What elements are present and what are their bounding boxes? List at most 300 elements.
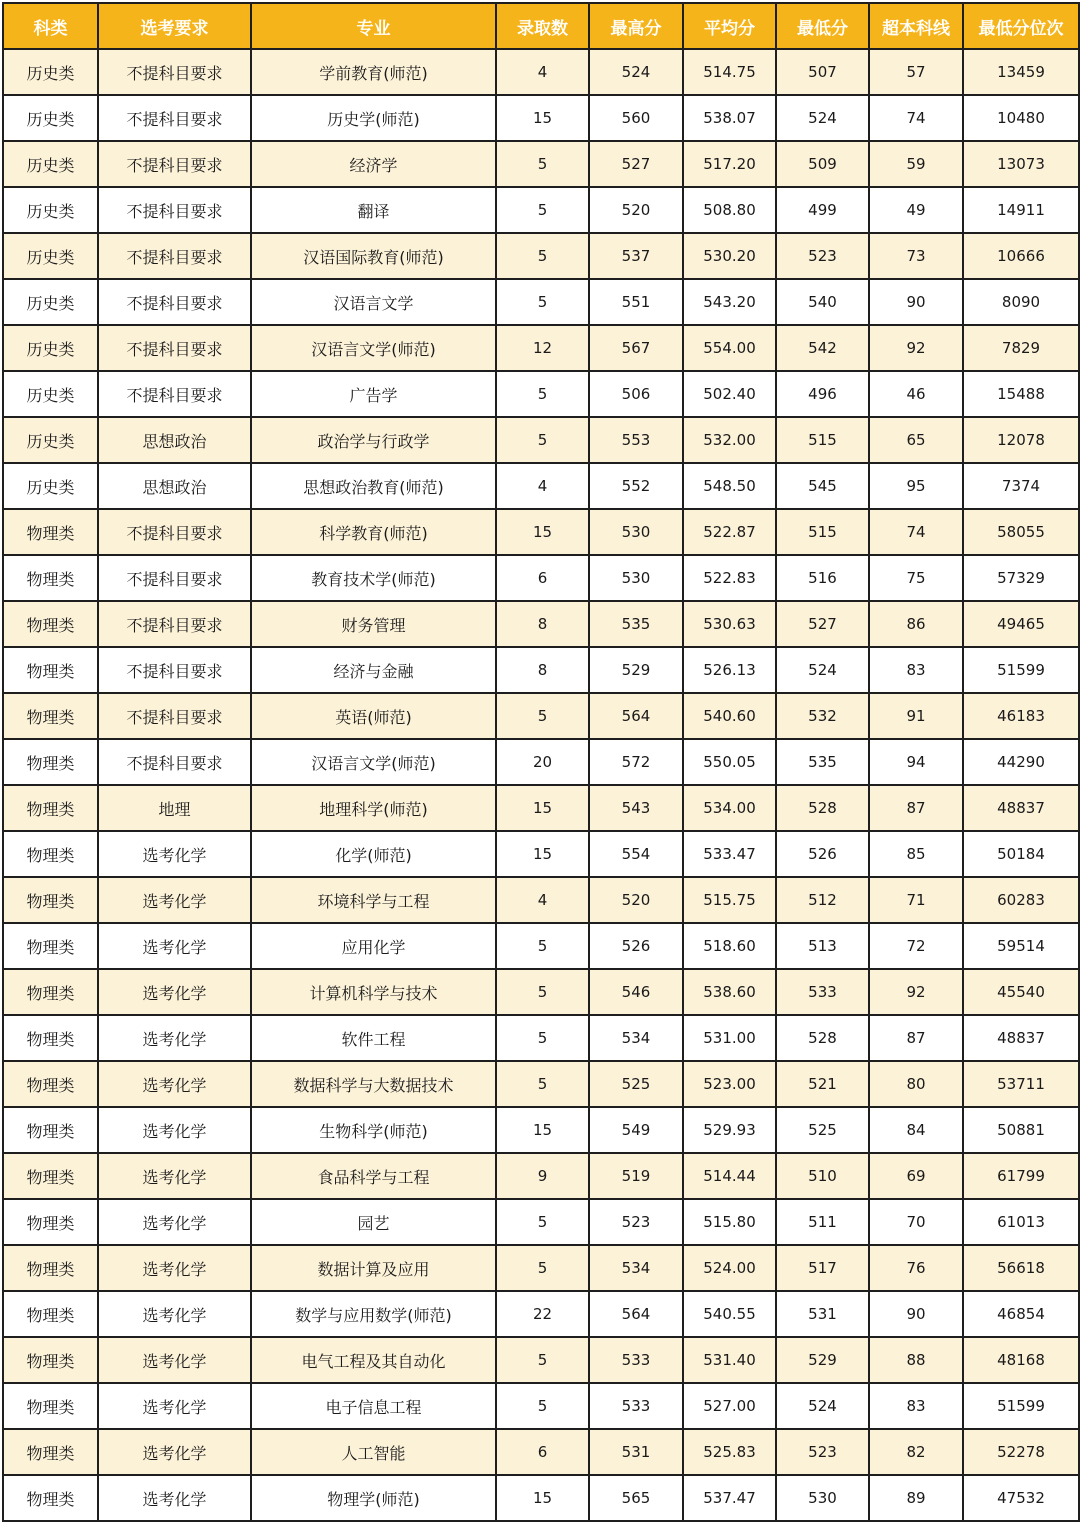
cell-subject-requirement: 选考化学 — [98, 831, 251, 877]
cell-subject-requirement: 选考化学 — [98, 1291, 251, 1337]
cell-average-score: 540.55 — [683, 1291, 776, 1337]
cell-above-line: 69 — [869, 1153, 963, 1199]
cell-above-line: 82 — [869, 1429, 963, 1475]
cell-highest-score: 554 — [589, 831, 683, 877]
cell-category: 物理类 — [3, 969, 98, 1015]
cell-subject-requirement: 选考化学 — [98, 877, 251, 923]
table-row — [3, 49, 1079, 95]
cell-category: 历史类 — [3, 141, 98, 187]
cell-category: 历史类 — [3, 463, 98, 509]
cell-highest-score: 525 — [589, 1061, 683, 1107]
cell-lowest-rank: 58055 — [963, 509, 1079, 555]
cell-highest-score: 519 — [589, 1153, 683, 1199]
cell-subject-requirement: 不提科目要求 — [98, 279, 251, 325]
cell-average-score: 517.20 — [683, 141, 776, 187]
cell-lowest-rank: 48837 — [963, 785, 1079, 831]
cell-average-score: 538.60 — [683, 969, 776, 1015]
cell-admitted-count: 5 — [496, 417, 589, 463]
cell-lowest-rank: 56618 — [963, 1245, 1079, 1291]
table-row — [3, 1153, 1079, 1199]
table-row — [3, 647, 1079, 693]
cell-category: 物理类 — [3, 1475, 98, 1521]
cell-admitted-count: 5 — [496, 1199, 589, 1245]
column-header-admitted-count: 录取数 — [496, 3, 589, 49]
cell-average-score: 526.13 — [683, 647, 776, 693]
cell-subject-requirement: 不提科目要求 — [98, 509, 251, 555]
column-header-above-line: 超本科线 — [869, 3, 963, 49]
cell-lowest-rank: 61013 — [963, 1199, 1079, 1245]
column-header-subject-requirement: 选考要求 — [98, 3, 251, 49]
cell-major: 生物科学(师范) — [251, 1107, 496, 1153]
cell-admitted-count: 5 — [496, 1337, 589, 1383]
cell-above-line: 92 — [869, 325, 963, 371]
cell-category: 物理类 — [3, 1337, 98, 1383]
cell-highest-score: 530 — [589, 555, 683, 601]
cell-subject-requirement: 选考化学 — [98, 1383, 251, 1429]
cell-major: 广告学 — [251, 371, 496, 417]
header-row — [3, 3, 1079, 49]
cell-highest-score: 520 — [589, 187, 683, 233]
admission-score-table — [2, 2, 1080, 1522]
cell-average-score: 529.93 — [683, 1107, 776, 1153]
cell-category: 历史类 — [3, 325, 98, 371]
cell-lowest-score: 545 — [776, 463, 869, 509]
cell-highest-score: 553 — [589, 417, 683, 463]
cell-highest-score: 552 — [589, 463, 683, 509]
table-row — [3, 187, 1079, 233]
cell-admitted-count: 8 — [496, 601, 589, 647]
cell-above-line: 74 — [869, 509, 963, 555]
cell-average-score: 537.47 — [683, 1475, 776, 1521]
cell-lowest-score: 515 — [776, 509, 869, 555]
cell-lowest-rank: 45540 — [963, 969, 1079, 1015]
column-header-lowest-score: 最低分 — [776, 3, 869, 49]
cell-average-score: 518.60 — [683, 923, 776, 969]
cell-lowest-rank: 14911 — [963, 187, 1079, 233]
cell-category: 物理类 — [3, 785, 98, 831]
cell-category: 历史类 — [3, 233, 98, 279]
cell-highest-score: 537 — [589, 233, 683, 279]
cell-admitted-count: 5 — [496, 279, 589, 325]
cell-lowest-score: 510 — [776, 1153, 869, 1199]
cell-lowest-rank: 47532 — [963, 1475, 1079, 1521]
cell-major: 化学(师范) — [251, 831, 496, 877]
cell-lowest-score: 496 — [776, 371, 869, 417]
cell-lowest-rank: 51599 — [963, 1383, 1079, 1429]
cell-above-line: 95 — [869, 463, 963, 509]
cell-admitted-count: 5 — [496, 1383, 589, 1429]
cell-highest-score: 560 — [589, 95, 683, 141]
cell-lowest-score: 521 — [776, 1061, 869, 1107]
cell-subject-requirement: 思想政治 — [98, 463, 251, 509]
cell-above-line: 87 — [869, 785, 963, 831]
cell-major: 教育技术学(师范) — [251, 555, 496, 601]
cell-highest-score: 523 — [589, 1199, 683, 1245]
cell-admitted-count: 15 — [496, 1475, 589, 1521]
cell-above-line: 65 — [869, 417, 963, 463]
cell-admitted-count: 6 — [496, 1429, 589, 1475]
cell-lowest-rank: 53711 — [963, 1061, 1079, 1107]
cell-category: 历史类 — [3, 417, 98, 463]
cell-lowest-rank: 46183 — [963, 693, 1079, 739]
cell-major: 物理学(师范) — [251, 1475, 496, 1521]
cell-lowest-rank: 15488 — [963, 371, 1079, 417]
cell-highest-score: 534 — [589, 1015, 683, 1061]
cell-highest-score: 535 — [589, 601, 683, 647]
cell-admitted-count: 5 — [496, 969, 589, 1015]
cell-subject-requirement: 不提科目要求 — [98, 647, 251, 693]
cell-lowest-rank: 57329 — [963, 555, 1079, 601]
cell-major: 汉语言文学(师范) — [251, 325, 496, 371]
cell-average-score: 522.87 — [683, 509, 776, 555]
cell-lowest-score: 523 — [776, 1429, 869, 1475]
cell-admitted-count: 4 — [496, 463, 589, 509]
cell-highest-score: 533 — [589, 1337, 683, 1383]
cell-admitted-count: 22 — [496, 1291, 589, 1337]
cell-admitted-count: 15 — [496, 785, 589, 831]
cell-above-line: 90 — [869, 279, 963, 325]
cell-admitted-count: 12 — [496, 325, 589, 371]
cell-admitted-count: 15 — [496, 95, 589, 141]
cell-major: 数据科学与大数据技术 — [251, 1061, 496, 1107]
cell-lowest-score: 542 — [776, 325, 869, 371]
cell-above-line: 73 — [869, 233, 963, 279]
cell-average-score: 532.00 — [683, 417, 776, 463]
cell-major: 电气工程及其自动化 — [251, 1337, 496, 1383]
table-row — [3, 1475, 1079, 1521]
cell-major: 汉语言文学 — [251, 279, 496, 325]
cell-subject-requirement: 不提科目要求 — [98, 601, 251, 647]
cell-lowest-score: 532 — [776, 693, 869, 739]
cell-lowest-score: 531 — [776, 1291, 869, 1337]
cell-category: 物理类 — [3, 647, 98, 693]
cell-major: 地理科学(师范) — [251, 785, 496, 831]
cell-lowest-score: 528 — [776, 1015, 869, 1061]
cell-admitted-count: 4 — [496, 49, 589, 95]
table-row — [3, 555, 1079, 601]
cell-admitted-count: 5 — [496, 1245, 589, 1291]
cell-highest-score: 524 — [589, 49, 683, 95]
cell-subject-requirement: 选考化学 — [98, 1429, 251, 1475]
cell-average-score: 515.80 — [683, 1199, 776, 1245]
cell-lowest-rank: 48168 — [963, 1337, 1079, 1383]
cell-average-score: 508.80 — [683, 187, 776, 233]
cell-average-score: 531.40 — [683, 1337, 776, 1383]
cell-major: 思想政治教育(师范) — [251, 463, 496, 509]
table-row — [3, 923, 1079, 969]
cell-average-score: 523.00 — [683, 1061, 776, 1107]
cell-average-score: 540.60 — [683, 693, 776, 739]
column-header-lowest-rank: 最低分位次 — [963, 3, 1079, 49]
table-row — [3, 95, 1079, 141]
cell-above-line: 84 — [869, 1107, 963, 1153]
cell-admitted-count: 15 — [496, 831, 589, 877]
cell-category: 历史类 — [3, 279, 98, 325]
cell-subject-requirement: 选考化学 — [98, 1107, 251, 1153]
cell-highest-score: 564 — [589, 1291, 683, 1337]
cell-highest-score: 526 — [589, 923, 683, 969]
cell-average-score: 531.00 — [683, 1015, 776, 1061]
cell-category: 物理类 — [3, 509, 98, 555]
cell-average-score: 534.00 — [683, 785, 776, 831]
cell-subject-requirement: 不提科目要求 — [98, 233, 251, 279]
cell-category: 物理类 — [3, 601, 98, 647]
cell-lowest-score: 524 — [776, 1383, 869, 1429]
cell-category: 物理类 — [3, 1383, 98, 1429]
cell-major: 政治学与行政学 — [251, 417, 496, 463]
cell-category: 物理类 — [3, 1429, 98, 1475]
cell-major: 应用化学 — [251, 923, 496, 969]
cell-lowest-score: 526 — [776, 831, 869, 877]
cell-highest-score: 565 — [589, 1475, 683, 1521]
cell-above-line: 80 — [869, 1061, 963, 1107]
cell-above-line: 83 — [869, 647, 963, 693]
cell-category: 物理类 — [3, 1107, 98, 1153]
table-row — [3, 785, 1079, 831]
cell-average-score: 522.83 — [683, 555, 776, 601]
cell-subject-requirement: 选考化学 — [98, 923, 251, 969]
cell-lowest-rank: 13459 — [963, 49, 1079, 95]
cell-highest-score: 549 — [589, 1107, 683, 1153]
cell-major: 历史学(师范) — [251, 95, 496, 141]
cell-lowest-rank: 49465 — [963, 601, 1079, 647]
cell-lowest-rank: 7374 — [963, 463, 1079, 509]
column-header-category: 科类 — [3, 3, 98, 49]
cell-category: 历史类 — [3, 371, 98, 417]
cell-lowest-score: 524 — [776, 647, 869, 693]
cell-category: 物理类 — [3, 1199, 98, 1245]
cell-highest-score: 530 — [589, 509, 683, 555]
cell-major: 翻译 — [251, 187, 496, 233]
cell-lowest-score: 535 — [776, 739, 869, 785]
table-body — [3, 49, 1079, 1521]
cell-lowest-rank: 50184 — [963, 831, 1079, 877]
table-row — [3, 1199, 1079, 1245]
table-row — [3, 1383, 1079, 1429]
cell-lowest-score: 528 — [776, 785, 869, 831]
cell-lowest-score: 530 — [776, 1475, 869, 1521]
cell-major: 人工智能 — [251, 1429, 496, 1475]
cell-subject-requirement: 不提科目要求 — [98, 49, 251, 95]
cell-category: 物理类 — [3, 693, 98, 739]
cell-average-score: 527.00 — [683, 1383, 776, 1429]
cell-admitted-count: 4 — [496, 877, 589, 923]
cell-average-score: 530.63 — [683, 601, 776, 647]
cell-category: 物理类 — [3, 923, 98, 969]
cell-lowest-score: 533 — [776, 969, 869, 1015]
table-row — [3, 141, 1079, 187]
cell-highest-score: 551 — [589, 279, 683, 325]
cell-highest-score: 546 — [589, 969, 683, 1015]
cell-highest-score: 529 — [589, 647, 683, 693]
cell-above-line: 75 — [869, 555, 963, 601]
cell-subject-requirement: 不提科目要求 — [98, 693, 251, 739]
table-row — [3, 279, 1079, 325]
cell-lowest-score: 511 — [776, 1199, 869, 1245]
cell-category: 历史类 — [3, 49, 98, 95]
cell-category: 物理类 — [3, 1153, 98, 1199]
cell-major: 汉语言文学(师范) — [251, 739, 496, 785]
cell-lowest-rank: 13073 — [963, 141, 1079, 187]
cell-admitted-count: 5 — [496, 371, 589, 417]
cell-category: 物理类 — [3, 1015, 98, 1061]
cell-subject-requirement: 选考化学 — [98, 1153, 251, 1199]
cell-above-line: 70 — [869, 1199, 963, 1245]
table-row — [3, 1061, 1079, 1107]
cell-admitted-count: 5 — [496, 233, 589, 279]
table-row — [3, 463, 1079, 509]
cell-major: 计算机科学与技术 — [251, 969, 496, 1015]
cell-lowest-score: 516 — [776, 555, 869, 601]
cell-subject-requirement: 不提科目要求 — [98, 141, 251, 187]
cell-average-score: 525.83 — [683, 1429, 776, 1475]
cell-admitted-count: 20 — [496, 739, 589, 785]
cell-average-score: 530.20 — [683, 233, 776, 279]
cell-subject-requirement: 思想政治 — [98, 417, 251, 463]
cell-lowest-rank: 10666 — [963, 233, 1079, 279]
cell-subject-requirement: 不提科目要求 — [98, 325, 251, 371]
cell-highest-score: 531 — [589, 1429, 683, 1475]
cell-average-score: 550.05 — [683, 739, 776, 785]
cell-lowest-rank: 61799 — [963, 1153, 1079, 1199]
cell-category: 历史类 — [3, 187, 98, 233]
cell-average-score: 548.50 — [683, 463, 776, 509]
cell-average-score: 515.75 — [683, 877, 776, 923]
cell-highest-score: 506 — [589, 371, 683, 417]
cell-subject-requirement: 选考化学 — [98, 1337, 251, 1383]
cell-subject-requirement: 不提科目要求 — [98, 371, 251, 417]
table-row — [3, 417, 1079, 463]
cell-lowest-rank: 12078 — [963, 417, 1079, 463]
cell-above-line: 83 — [869, 1383, 963, 1429]
cell-lowest-score: 540 — [776, 279, 869, 325]
cell-admitted-count: 5 — [496, 923, 589, 969]
table-row — [3, 1337, 1079, 1383]
cell-category: 历史类 — [3, 95, 98, 141]
column-header-highest-score: 最高分 — [589, 3, 683, 49]
cell-lowest-score: 527 — [776, 601, 869, 647]
cell-major: 园艺 — [251, 1199, 496, 1245]
cell-major: 经济学 — [251, 141, 496, 187]
cell-average-score: 502.40 — [683, 371, 776, 417]
table-row — [3, 877, 1079, 923]
table-row — [3, 1291, 1079, 1337]
cell-highest-score: 520 — [589, 877, 683, 923]
cell-major: 财务管理 — [251, 601, 496, 647]
cell-admitted-count: 15 — [496, 1107, 589, 1153]
cell-above-line: 59 — [869, 141, 963, 187]
cell-major: 软件工程 — [251, 1015, 496, 1061]
cell-above-line: 76 — [869, 1245, 963, 1291]
cell-lowest-score: 525 — [776, 1107, 869, 1153]
cell-lowest-score: 515 — [776, 417, 869, 463]
cell-lowest-rank: 52278 — [963, 1429, 1079, 1475]
cell-subject-requirement: 选考化学 — [98, 1015, 251, 1061]
cell-subject-requirement: 不提科目要求 — [98, 555, 251, 601]
cell-highest-score: 564 — [589, 693, 683, 739]
cell-subject-requirement: 不提科目要求 — [98, 187, 251, 233]
cell-major: 环境科学与工程 — [251, 877, 496, 923]
cell-lowest-rank: 50881 — [963, 1107, 1079, 1153]
table-row — [3, 1245, 1079, 1291]
cell-subject-requirement: 选考化学 — [98, 1061, 251, 1107]
cell-average-score: 514.44 — [683, 1153, 776, 1199]
cell-above-line: 92 — [869, 969, 963, 1015]
cell-above-line: 86 — [869, 601, 963, 647]
table-row — [3, 1107, 1079, 1153]
cell-lowest-score: 517 — [776, 1245, 869, 1291]
cell-highest-score: 572 — [589, 739, 683, 785]
cell-highest-score: 533 — [589, 1383, 683, 1429]
cell-major: 经济与金融 — [251, 647, 496, 693]
cell-major: 科学教育(师范) — [251, 509, 496, 555]
cell-above-line: 74 — [869, 95, 963, 141]
cell-major: 学前教育(师范) — [251, 49, 496, 95]
cell-major: 食品科学与工程 — [251, 1153, 496, 1199]
cell-admitted-count: 5 — [496, 187, 589, 233]
column-header-major: 专业 — [251, 3, 496, 49]
table-row — [3, 1015, 1079, 1061]
cell-lowest-score: 507 — [776, 49, 869, 95]
cell-lowest-rank: 48837 — [963, 1015, 1079, 1061]
cell-highest-score: 543 — [589, 785, 683, 831]
table-row — [3, 509, 1079, 555]
cell-lowest-score: 512 — [776, 877, 869, 923]
cell-major: 数据计算及应用 — [251, 1245, 496, 1291]
cell-above-line: 85 — [869, 831, 963, 877]
cell-subject-requirement: 选考化学 — [98, 969, 251, 1015]
cell-admitted-count: 5 — [496, 141, 589, 187]
cell-above-line: 87 — [869, 1015, 963, 1061]
cell-above-line: 91 — [869, 693, 963, 739]
cell-category: 物理类 — [3, 1291, 98, 1337]
cell-category: 物理类 — [3, 877, 98, 923]
cell-major: 电子信息工程 — [251, 1383, 496, 1429]
cell-above-line: 90 — [869, 1291, 963, 1337]
table-row — [3, 325, 1079, 371]
table-row — [3, 371, 1079, 417]
cell-above-line: 72 — [869, 923, 963, 969]
cell-major: 英语(师范) — [251, 693, 496, 739]
cell-lowest-rank: 60283 — [963, 877, 1079, 923]
cell-admitted-count: 9 — [496, 1153, 589, 1199]
cell-above-line: 46 — [869, 371, 963, 417]
cell-above-line: 94 — [869, 739, 963, 785]
cell-lowest-score: 509 — [776, 141, 869, 187]
cell-above-line: 71 — [869, 877, 963, 923]
cell-lowest-score: 524 — [776, 95, 869, 141]
cell-average-score: 554.00 — [683, 325, 776, 371]
cell-category: 物理类 — [3, 555, 98, 601]
table-row — [3, 831, 1079, 877]
cell-subject-requirement: 选考化学 — [98, 1475, 251, 1521]
cell-average-score: 543.20 — [683, 279, 776, 325]
cell-average-score: 514.75 — [683, 49, 776, 95]
cell-lowest-rank: 44290 — [963, 739, 1079, 785]
cell-highest-score: 527 — [589, 141, 683, 187]
table-row — [3, 1429, 1079, 1475]
table-row — [3, 693, 1079, 739]
cell-lowest-rank: 7829 — [963, 325, 1079, 371]
cell-above-line: 88 — [869, 1337, 963, 1383]
cell-lowest-score: 529 — [776, 1337, 869, 1383]
cell-highest-score: 567 — [589, 325, 683, 371]
table-row — [3, 969, 1079, 1015]
cell-subject-requirement: 地理 — [98, 785, 251, 831]
cell-major: 汉语国际教育(师范) — [251, 233, 496, 279]
table-row — [3, 739, 1079, 785]
cell-subject-requirement: 不提科目要求 — [98, 739, 251, 785]
